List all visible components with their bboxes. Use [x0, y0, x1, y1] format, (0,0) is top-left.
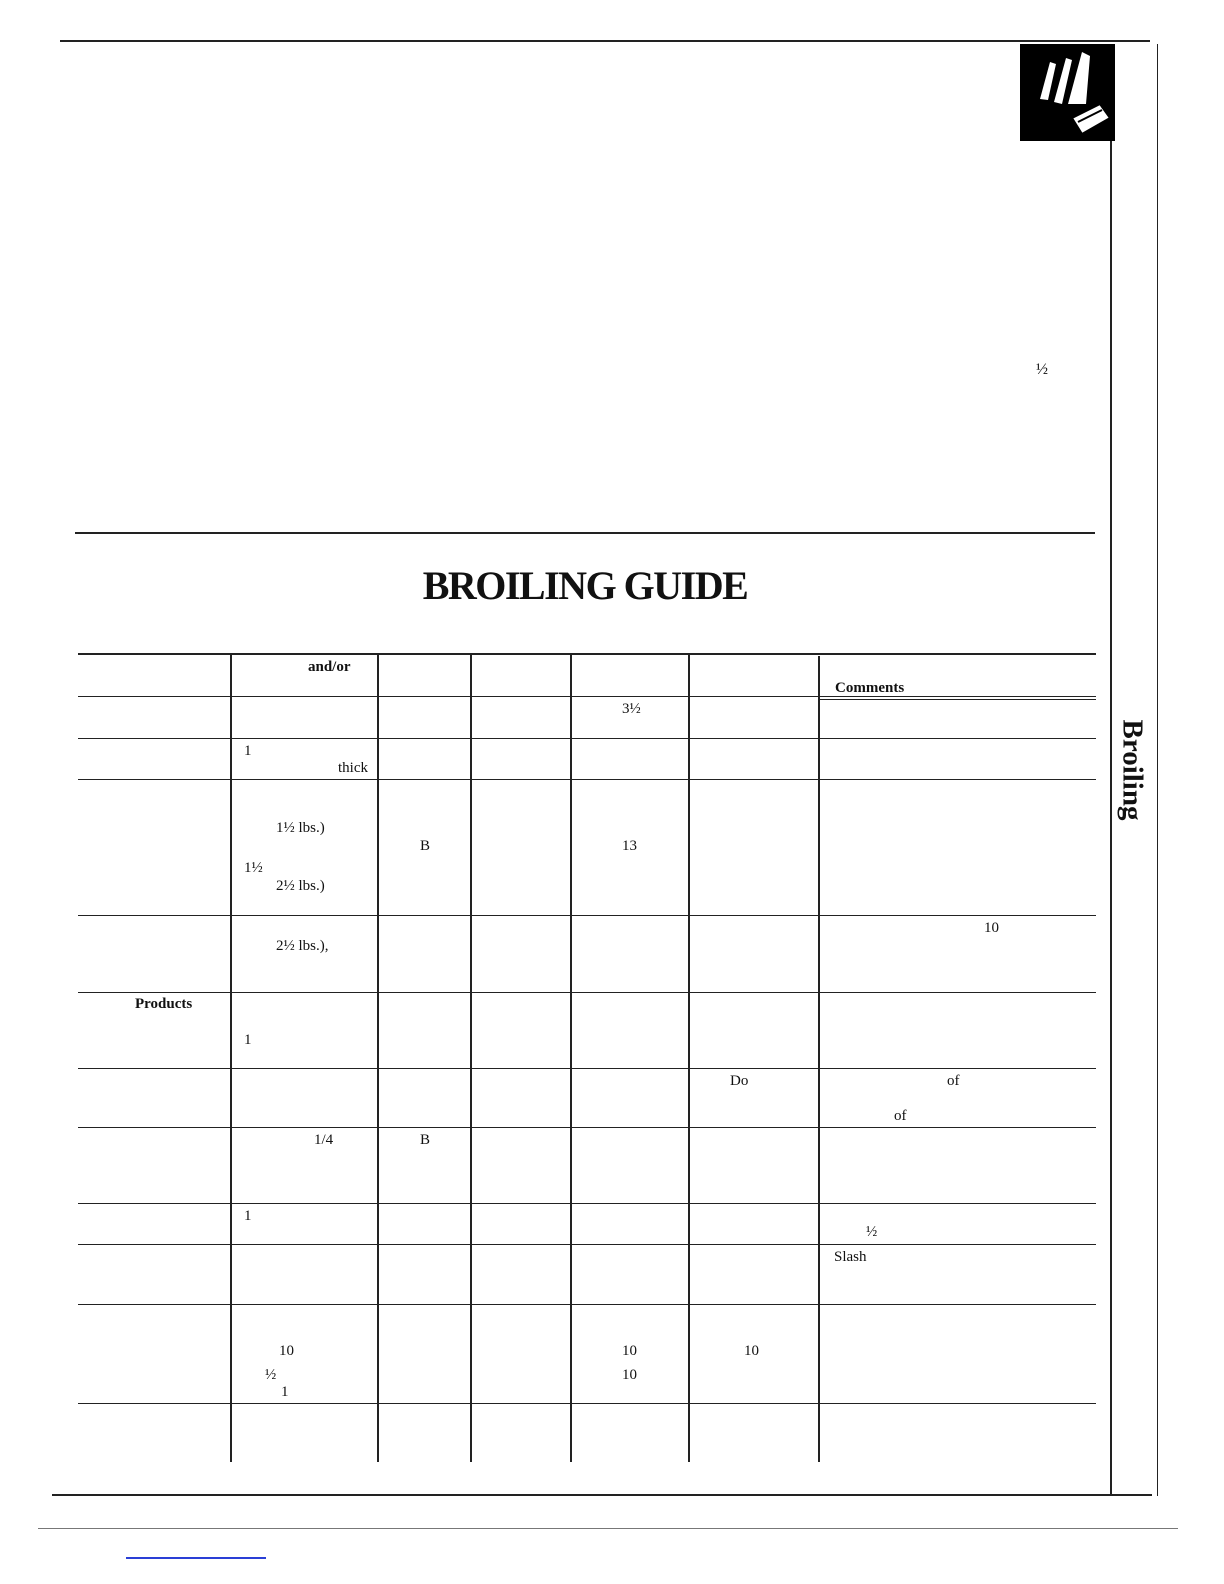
table-col-line-4	[570, 654, 572, 1462]
side-tab-broiling	[1112, 700, 1152, 840]
table-col-line-2	[377, 654, 379, 1462]
table-rule-top	[78, 653, 1096, 655]
row6-comment-a: of	[947, 1073, 960, 1089]
table-col-line-5	[688, 654, 690, 1462]
header-andor: and/or	[308, 659, 351, 675]
row2-qty-b: thick	[338, 760, 368, 776]
outer-right-border	[1157, 44, 1158, 1496]
table-col-line-1	[230, 654, 232, 1462]
row3-qty-c: 2½ lbs.)	[276, 878, 325, 894]
pointing-hand-icon	[1020, 44, 1115, 141]
table-rule-comments-under	[820, 699, 1096, 700]
header-comments: Comments	[835, 680, 905, 696]
table-col-line-3	[470, 654, 472, 1462]
table-rule-6	[78, 1127, 1096, 1128]
table-rule-1	[78, 738, 1096, 739]
row9-comment: Slash	[834, 1249, 867, 1265]
table-rule-4	[78, 992, 1096, 993]
page-title: BROILING GUIDE	[422, 563, 748, 608]
section-rule	[75, 532, 1095, 534]
row5-qty-a: 1	[244, 1032, 252, 1048]
table-rule-10	[78, 1403, 1096, 1404]
row7-position: B	[420, 1132, 431, 1148]
row10-time-a: 10	[622, 1343, 637, 1359]
side-tab-label: Broiling	[1116, 719, 1149, 821]
footer-link-underline[interactable]	[126, 1557, 266, 1559]
row3-qty-a: 1½ lbs.)	[276, 820, 325, 836]
row3-time: 13	[622, 838, 637, 854]
row8-qty-a: 1	[244, 1208, 252, 1224]
row10-qty-c: 1	[281, 1384, 289, 1400]
top-rule	[60, 40, 1150, 42]
upper-half-fraction: ½	[1036, 361, 1048, 378]
table-col-line-6	[818, 656, 820, 1462]
row6-comment-b: of	[894, 1108, 907, 1124]
table-rule-5	[78, 1068, 1096, 1069]
row3-position: B	[420, 838, 431, 854]
table-rule-7	[78, 1203, 1096, 1204]
row5-food: Products	[135, 996, 193, 1012]
row3-qty-b: 1½	[244, 860, 263, 876]
page-footer-rule	[38, 1528, 1178, 1529]
table-rule-9	[78, 1304, 1096, 1305]
row10-time-b: 10	[622, 1367, 637, 1383]
row6-doneness: Do	[730, 1073, 749, 1089]
table-rule-header	[78, 696, 1096, 697]
row2-qty-a: 1	[244, 743, 252, 759]
row10-qty-a: 10	[279, 1343, 294, 1359]
table-rule-3	[78, 915, 1096, 916]
table-rule-2	[78, 779, 1096, 780]
bottom-rule	[52, 1494, 1152, 1496]
row4-qty-a: 2½ lbs.),	[276, 938, 329, 954]
row10-time2: 10	[744, 1343, 759, 1359]
row4-comment: 10	[984, 920, 999, 936]
row1-time: 3½	[622, 701, 641, 717]
row8-comment: ½	[866, 1224, 878, 1240]
table-rule-8	[78, 1244, 1096, 1245]
row7-qty-a: 1/4	[314, 1132, 334, 1148]
row10-qty-b: ½	[265, 1367, 277, 1383]
